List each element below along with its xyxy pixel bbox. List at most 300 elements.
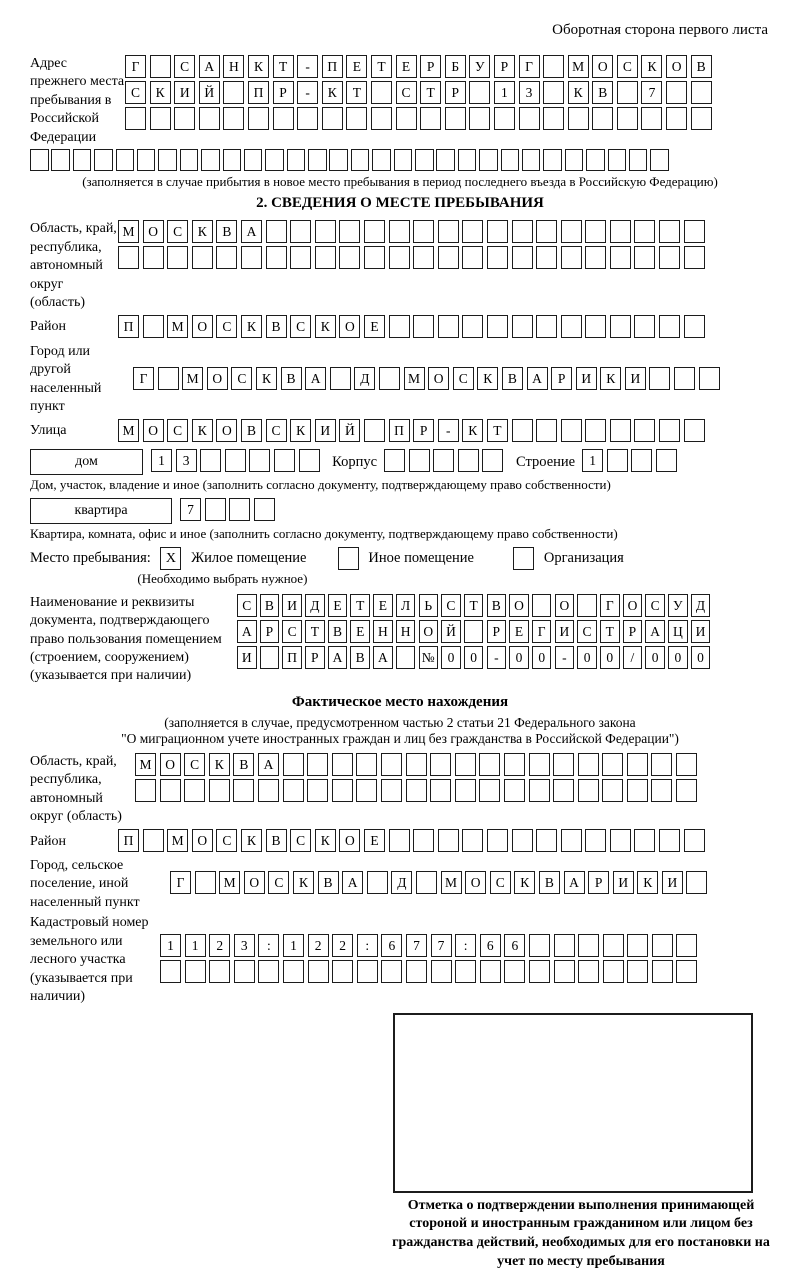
char-box[interactable] (578, 753, 599, 776)
char-box[interactable]: Г (532, 620, 552, 643)
char-box[interactable] (356, 753, 377, 776)
char-box[interactable]: Р (420, 55, 441, 78)
char-box[interactable] (200, 449, 221, 472)
char-box[interactable] (143, 829, 164, 852)
char-box[interactable]: Р (413, 419, 434, 442)
char-box[interactable] (406, 779, 427, 802)
char-box[interactable] (501, 149, 520, 171)
char-box[interactable]: А (305, 367, 326, 390)
char-box[interactable] (529, 960, 550, 983)
char-box[interactable]: С (441, 594, 461, 617)
char-box[interactable]: С (396, 81, 417, 104)
char-box[interactable] (199, 107, 220, 130)
char-box[interactable]: Р (260, 620, 280, 643)
char-box[interactable] (420, 107, 441, 130)
char-box[interactable] (554, 960, 575, 983)
char-box[interactable] (223, 107, 244, 130)
char-box[interactable] (610, 246, 631, 269)
char-box[interactable]: К (600, 367, 621, 390)
char-box[interactable] (260, 646, 280, 669)
char-box[interactable]: С (231, 367, 252, 390)
stay-type-checkbox-residential[interactable]: X (160, 547, 181, 570)
char-box[interactable] (504, 779, 525, 802)
char-box[interactable]: Й (199, 81, 220, 104)
char-box[interactable] (116, 149, 135, 171)
char-box[interactable]: К (514, 871, 535, 894)
char-box[interactable]: Г (170, 871, 191, 894)
char-box[interactable]: 2 (209, 934, 230, 957)
char-box[interactable] (512, 315, 533, 338)
char-box[interactable] (438, 829, 459, 852)
char-box[interactable]: 6 (381, 934, 402, 957)
char-box[interactable] (479, 779, 500, 802)
char-box[interactable] (519, 107, 540, 130)
char-box[interactable]: 0 (577, 646, 597, 669)
char-box[interactable] (634, 246, 655, 269)
char-box[interactable] (652, 960, 673, 983)
char-box[interactable]: 2 (332, 934, 353, 957)
char-box[interactable] (659, 419, 680, 442)
char-box[interactable]: Р (487, 620, 507, 643)
char-box[interactable]: С (268, 871, 289, 894)
char-box[interactable] (479, 753, 500, 776)
char-box[interactable]: 3 (234, 934, 255, 957)
char-box[interactable] (436, 149, 455, 171)
char-box[interactable]: 0 (464, 646, 484, 669)
char-box[interactable]: Т (464, 594, 484, 617)
char-box[interactable] (315, 220, 336, 243)
char-box[interactable]: А (645, 620, 665, 643)
char-box[interactable]: В (318, 871, 339, 894)
char-box[interactable] (462, 315, 483, 338)
char-box[interactable] (577, 594, 597, 617)
char-box[interactable]: В (350, 646, 370, 669)
char-box[interactable]: И (555, 620, 575, 643)
char-box[interactable]: Е (346, 55, 367, 78)
char-box[interactable]: К (256, 367, 277, 390)
char-box[interactable]: К (209, 753, 230, 776)
char-box[interactable]: К (462, 419, 483, 442)
char-box[interactable] (185, 960, 206, 983)
char-box[interactable]: С (282, 620, 302, 643)
char-box[interactable]: И (174, 81, 195, 104)
char-box[interactable]: С (577, 620, 597, 643)
char-box[interactable] (586, 149, 605, 171)
char-box[interactable] (201, 149, 220, 171)
char-box[interactable]: А (241, 220, 262, 243)
char-box[interactable]: Р (273, 81, 294, 104)
char-box[interactable]: О (339, 315, 360, 338)
char-box[interactable]: 1 (283, 934, 304, 957)
char-box[interactable]: С (290, 829, 311, 852)
char-box[interactable] (487, 315, 508, 338)
char-box[interactable] (641, 107, 662, 130)
char-box[interactable]: - (297, 55, 318, 78)
char-box[interactable] (364, 419, 385, 442)
char-box[interactable] (389, 829, 410, 852)
char-box[interactable] (634, 419, 655, 442)
char-box[interactable] (244, 149, 263, 171)
char-box[interactable]: Т (305, 620, 325, 643)
char-box[interactable] (283, 779, 304, 802)
char-box[interactable] (409, 449, 430, 472)
char-box[interactable]: 0 (600, 646, 620, 669)
char-box[interactable]: Д (691, 594, 711, 617)
char-box[interactable] (585, 246, 606, 269)
char-box[interactable] (384, 449, 405, 472)
char-box[interactable] (543, 55, 564, 78)
char-box[interactable] (585, 829, 606, 852)
char-box[interactable] (150, 107, 171, 130)
char-box[interactable] (135, 779, 156, 802)
char-box[interactable]: М (568, 55, 589, 78)
char-box[interactable]: Е (364, 315, 385, 338)
char-box[interactable]: 1 (582, 449, 603, 472)
char-box[interactable] (167, 246, 188, 269)
char-box[interactable]: 6 (480, 934, 501, 957)
char-box[interactable]: М (182, 367, 203, 390)
char-box[interactable]: Е (396, 55, 417, 78)
char-box[interactable] (299, 449, 320, 472)
char-box[interactable] (659, 829, 680, 852)
char-box[interactable] (684, 220, 705, 243)
char-box[interactable] (676, 960, 697, 983)
char-box[interactable]: И (237, 646, 257, 669)
char-box[interactable] (659, 220, 680, 243)
char-box[interactable]: - (555, 646, 575, 669)
char-box[interactable] (413, 220, 434, 243)
char-box[interactable]: И (691, 620, 711, 643)
char-box[interactable]: : (357, 934, 378, 957)
char-box[interactable] (561, 829, 582, 852)
char-box[interactable]: Р (551, 367, 572, 390)
char-box[interactable]: Ц (668, 620, 688, 643)
char-box[interactable] (480, 960, 501, 983)
char-box[interactable]: К (293, 871, 314, 894)
char-box[interactable]: И (662, 871, 683, 894)
char-box[interactable] (487, 246, 508, 269)
char-box[interactable]: О (465, 871, 486, 894)
char-box[interactable]: К (568, 81, 589, 104)
char-box[interactable]: С (266, 419, 287, 442)
char-box[interactable]: - (487, 646, 507, 669)
char-box[interactable] (308, 960, 329, 983)
char-box[interactable]: В (266, 829, 287, 852)
char-box[interactable]: А (564, 871, 585, 894)
char-box[interactable]: С (617, 55, 638, 78)
char-box[interactable]: К (290, 419, 311, 442)
char-box[interactable] (686, 871, 707, 894)
char-box[interactable] (684, 829, 705, 852)
char-box[interactable]: 7 (406, 934, 427, 957)
char-box[interactable] (125, 107, 146, 130)
char-box[interactable]: Е (364, 829, 385, 852)
char-box[interactable]: М (404, 367, 425, 390)
char-box[interactable] (585, 315, 606, 338)
char-box[interactable] (351, 149, 370, 171)
char-box[interactable] (364, 220, 385, 243)
char-box[interactable] (332, 960, 353, 983)
char-box[interactable]: Т (600, 620, 620, 643)
char-box[interactable]: 6 (504, 934, 525, 957)
char-box[interactable] (287, 149, 306, 171)
char-box[interactable]: О (143, 220, 164, 243)
char-box[interactable] (666, 107, 687, 130)
char-box[interactable] (578, 960, 599, 983)
char-box[interactable]: П (389, 419, 410, 442)
char-box[interactable]: В (241, 419, 262, 442)
char-box[interactable] (209, 779, 230, 802)
char-box[interactable] (608, 149, 627, 171)
char-box[interactable]: Н (396, 620, 416, 643)
char-box[interactable] (458, 449, 479, 472)
char-box[interactable] (192, 246, 213, 269)
char-box[interactable] (406, 753, 427, 776)
char-box[interactable] (229, 498, 250, 521)
char-box[interactable]: М (118, 419, 139, 442)
char-box[interactable] (561, 419, 582, 442)
char-box[interactable]: О (192, 829, 213, 852)
char-box[interactable] (504, 753, 525, 776)
char-box[interactable] (627, 934, 648, 957)
char-box[interactable] (233, 779, 254, 802)
char-box[interactable]: В (502, 367, 523, 390)
char-box[interactable]: Т (487, 419, 508, 442)
char-box[interactable] (607, 449, 628, 472)
char-box[interactable] (458, 149, 477, 171)
char-box[interactable] (651, 779, 672, 802)
char-box[interactable] (283, 960, 304, 983)
char-box[interactable]: Г (125, 55, 146, 78)
char-box[interactable] (512, 220, 533, 243)
char-box[interactable] (118, 246, 139, 269)
char-box[interactable] (430, 779, 451, 802)
char-box[interactable]: В (691, 55, 712, 78)
char-box[interactable] (512, 246, 533, 269)
char-box[interactable] (160, 779, 181, 802)
char-box[interactable]: Т (420, 81, 441, 104)
char-box[interactable] (258, 960, 279, 983)
char-box[interactable] (445, 107, 466, 130)
char-box[interactable] (180, 149, 199, 171)
char-box[interactable] (522, 149, 541, 171)
char-box[interactable]: : (455, 934, 476, 957)
char-box[interactable] (479, 149, 498, 171)
char-box[interactable]: В (260, 594, 280, 617)
char-box[interactable] (529, 753, 550, 776)
char-box[interactable] (225, 449, 246, 472)
char-box[interactable] (266, 220, 287, 243)
char-box[interactable]: В (216, 220, 237, 243)
char-box[interactable] (602, 779, 623, 802)
char-box[interactable] (367, 871, 388, 894)
char-box[interactable] (396, 107, 417, 130)
char-box[interactable] (415, 149, 434, 171)
char-box[interactable] (241, 246, 262, 269)
char-box[interactable] (649, 367, 670, 390)
char-box[interactable]: П (248, 81, 269, 104)
char-box[interactable] (561, 315, 582, 338)
char-box[interactable] (332, 753, 353, 776)
char-box[interactable] (462, 246, 483, 269)
char-box[interactable]: Ь (419, 594, 439, 617)
char-box[interactable]: К (322, 81, 343, 104)
char-box[interactable] (223, 149, 242, 171)
char-box[interactable] (315, 246, 336, 269)
char-box[interactable]: О (192, 315, 213, 338)
char-box[interactable] (234, 960, 255, 983)
char-box[interactable] (205, 498, 226, 521)
char-box[interactable]: Р (305, 646, 325, 669)
char-box[interactable]: С (167, 419, 188, 442)
char-box[interactable]: Е (509, 620, 529, 643)
char-box[interactable] (431, 960, 452, 983)
char-box[interactable] (634, 315, 655, 338)
char-box[interactable]: Е (350, 620, 370, 643)
char-box[interactable] (394, 149, 413, 171)
char-box[interactable]: 1 (160, 934, 181, 957)
char-box[interactable]: В (266, 315, 287, 338)
char-box[interactable]: У (469, 55, 490, 78)
char-box[interactable] (290, 220, 311, 243)
char-box[interactable]: А (373, 646, 393, 669)
char-box[interactable]: Т (350, 594, 370, 617)
char-box[interactable] (554, 934, 575, 957)
char-box[interactable] (158, 149, 177, 171)
char-box[interactable]: Л (396, 594, 416, 617)
char-box[interactable] (265, 149, 284, 171)
char-box[interactable]: С (237, 594, 257, 617)
char-box[interactable]: В (592, 81, 613, 104)
char-box[interactable]: О (592, 55, 613, 78)
char-box[interactable] (143, 246, 164, 269)
char-box[interactable] (329, 149, 348, 171)
char-box[interactable] (536, 419, 557, 442)
char-box[interactable]: О (555, 594, 575, 617)
char-box[interactable]: М (219, 871, 240, 894)
char-box[interactable]: 1 (494, 81, 515, 104)
char-box[interactable] (73, 149, 92, 171)
char-box[interactable] (438, 315, 459, 338)
char-box[interactable]: О (666, 55, 687, 78)
char-box[interactable] (30, 149, 49, 171)
char-box[interactable]: М (118, 220, 139, 243)
char-box[interactable]: 7 (431, 934, 452, 957)
char-box[interactable]: К (241, 315, 262, 338)
char-box[interactable] (617, 107, 638, 130)
char-box[interactable]: 2 (308, 934, 329, 957)
char-box[interactable]: 3 (519, 81, 540, 104)
char-box[interactable] (283, 753, 304, 776)
char-box[interactable] (372, 149, 391, 171)
char-box[interactable] (160, 960, 181, 983)
char-box[interactable] (371, 107, 392, 130)
char-box[interactable] (585, 220, 606, 243)
char-box[interactable] (339, 246, 360, 269)
char-box[interactable] (143, 315, 164, 338)
char-box[interactable]: К (477, 367, 498, 390)
char-box[interactable]: 0 (668, 646, 688, 669)
char-box[interactable] (536, 246, 557, 269)
stay-type-checkbox-other[interactable] (338, 547, 359, 570)
char-box[interactable] (413, 246, 434, 269)
char-box[interactable]: Р (445, 81, 466, 104)
char-box[interactable] (691, 107, 712, 130)
char-box[interactable]: Р (494, 55, 515, 78)
char-box[interactable] (464, 620, 484, 643)
char-box[interactable]: Й (441, 620, 461, 643)
char-box[interactable]: 0 (691, 646, 711, 669)
char-box[interactable]: И (282, 594, 302, 617)
char-box[interactable] (381, 779, 402, 802)
char-box[interactable]: Д (354, 367, 375, 390)
char-box[interactable] (610, 315, 631, 338)
char-box[interactable]: - (297, 81, 318, 104)
char-box[interactable]: О (143, 419, 164, 442)
char-box[interactable] (307, 779, 328, 802)
char-box[interactable] (379, 367, 400, 390)
char-box[interactable] (553, 779, 574, 802)
char-box[interactable]: 0 (645, 646, 665, 669)
char-box[interactable] (406, 960, 427, 983)
char-box[interactable] (346, 107, 367, 130)
char-box[interactable] (381, 960, 402, 983)
char-box[interactable] (357, 960, 378, 983)
char-box[interactable] (543, 107, 564, 130)
char-box[interactable] (674, 367, 695, 390)
char-box[interactable] (413, 829, 434, 852)
char-box[interactable] (561, 220, 582, 243)
char-box[interactable] (290, 246, 311, 269)
char-box[interactable]: В (233, 753, 254, 776)
char-box[interactable] (568, 107, 589, 130)
char-box[interactable]: Д (305, 594, 325, 617)
char-box[interactable] (676, 934, 697, 957)
char-box[interactable] (627, 753, 648, 776)
char-box[interactable] (469, 81, 490, 104)
char-box[interactable]: В (487, 594, 507, 617)
char-box[interactable] (543, 149, 562, 171)
char-box[interactable]: О (160, 753, 181, 776)
char-box[interactable] (592, 107, 613, 130)
char-box[interactable]: 7 (180, 498, 201, 521)
char-box[interactable]: К (637, 871, 658, 894)
char-box[interactable] (627, 779, 648, 802)
char-box[interactable]: Т (273, 55, 294, 78)
char-box[interactable]: А (342, 871, 363, 894)
char-box[interactable] (462, 220, 483, 243)
char-box[interactable] (137, 149, 156, 171)
char-box[interactable]: 1 (185, 934, 206, 957)
char-box[interactable] (371, 81, 392, 104)
char-box[interactable] (430, 753, 451, 776)
char-box[interactable] (455, 779, 476, 802)
char-box[interactable]: П (282, 646, 302, 669)
char-box[interactable]: Р (588, 871, 609, 894)
char-box[interactable]: О (216, 419, 237, 442)
char-box[interactable]: С (174, 55, 195, 78)
char-box[interactable] (676, 753, 697, 776)
char-box[interactable] (603, 960, 624, 983)
house-type-box[interactable]: дом (30, 449, 143, 475)
char-box[interactable] (536, 829, 557, 852)
char-box[interactable] (307, 753, 328, 776)
char-box[interactable] (651, 753, 672, 776)
char-box[interactable]: М (441, 871, 462, 894)
char-box[interactable]: И (625, 367, 646, 390)
char-box[interactable] (565, 149, 584, 171)
char-box[interactable]: Е (328, 594, 348, 617)
